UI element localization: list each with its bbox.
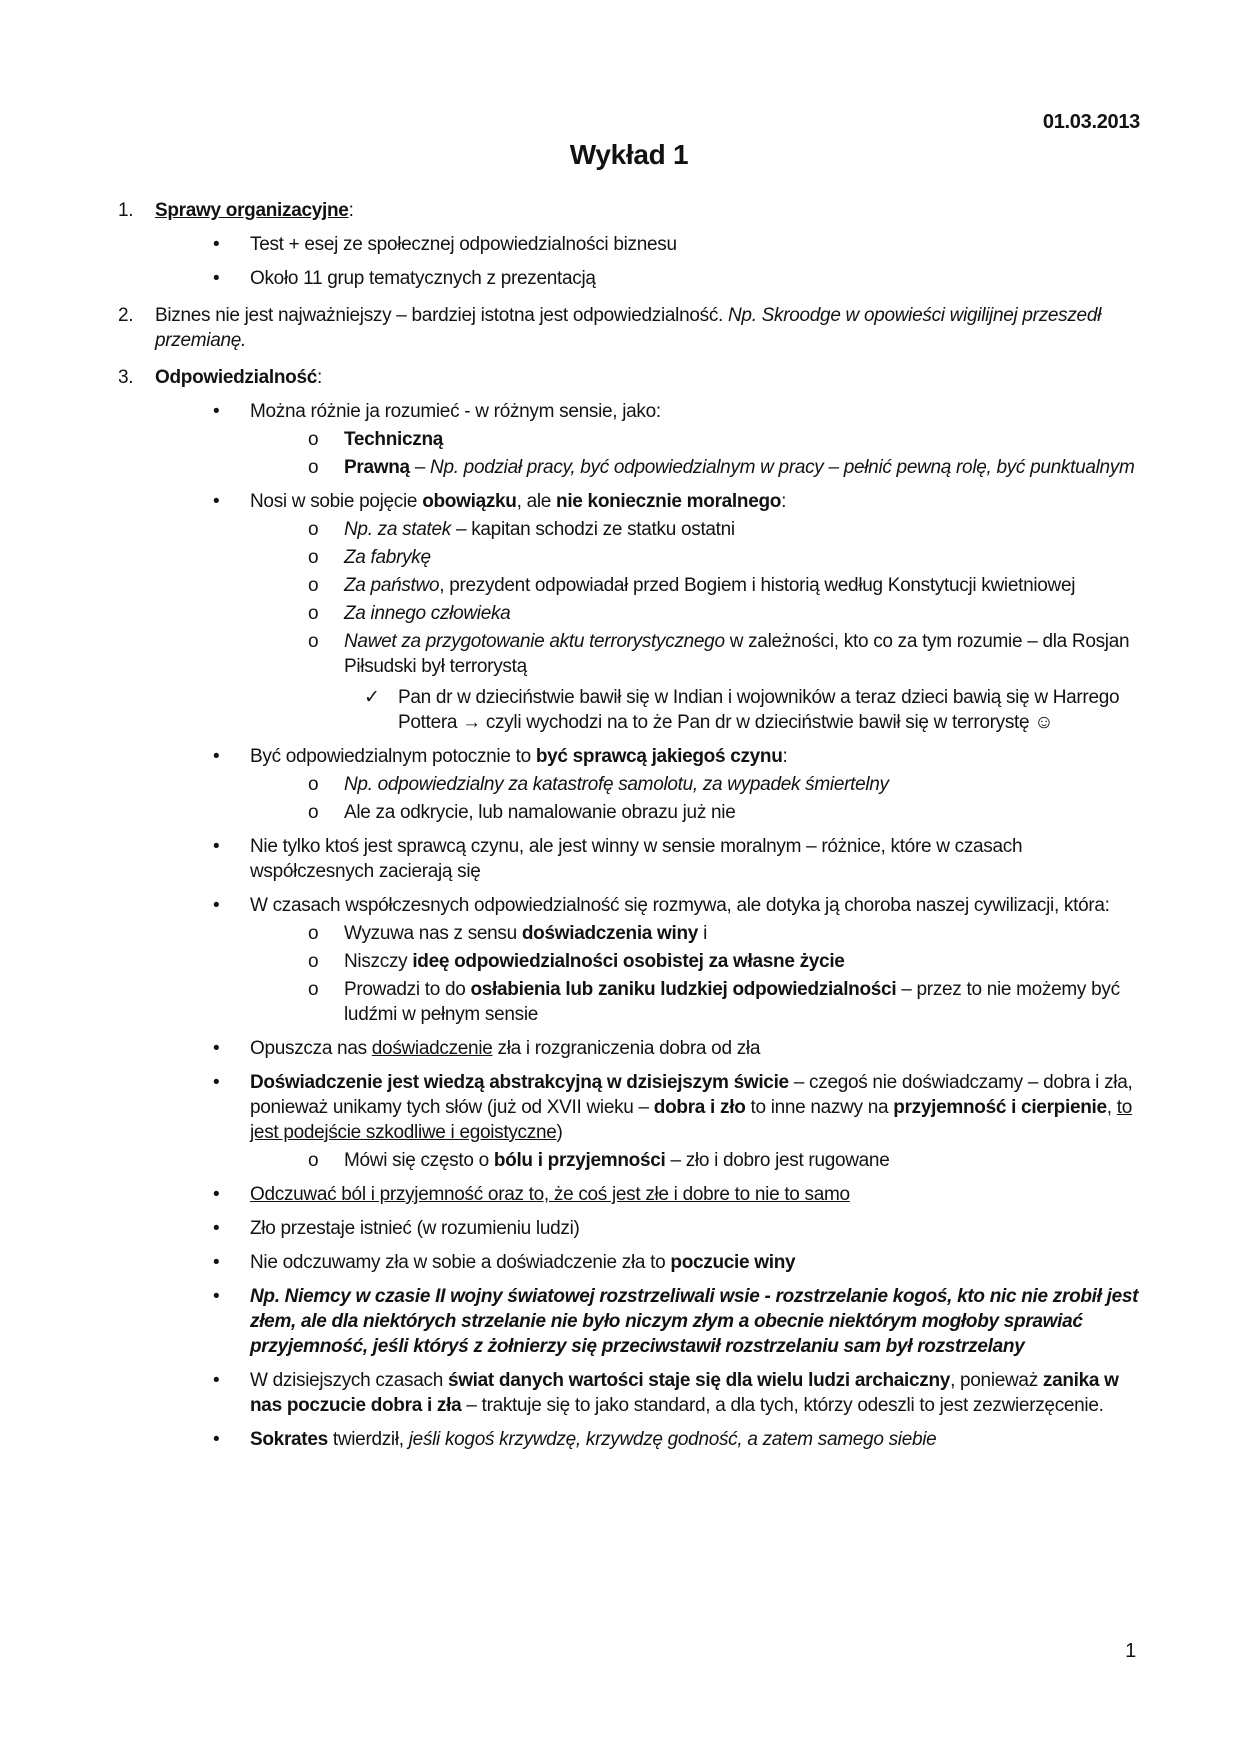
text-segment: Test + esej ze społecznej odpowiedzialności biznesu: [250, 234, 677, 255]
text-segment: Techniczną: [344, 429, 444, 450]
text-segment: nie koniecznie moralnego: [556, 491, 782, 512]
text-segment: Nosi w sobie pojęcie: [250, 491, 423, 512]
text-segment: przyjemność i cierpienie: [893, 1097, 1107, 1118]
text-segment: , ale: [516, 491, 557, 512]
text-segment: – zło i dobro jest rugowane: [665, 1150, 890, 1171]
item-text: [344, 949, 1140, 974]
bullet-marker: •: [213, 1252, 220, 1273]
text-segment: Prowadzi to do: [344, 979, 471, 1000]
item-text: [344, 921, 1140, 946]
text-segment: poczucie winy: [670, 1252, 796, 1273]
item-text: [250, 1368, 1140, 1418]
text-segment: Ale za odkrycie, lub namalowanie obrazu już nie: [344, 802, 736, 823]
text-segment: Za państwo: [344, 575, 440, 596]
item-text: [250, 1182, 1140, 1207]
bullet-marker: •: [213, 746, 220, 767]
page-number: 1: [1125, 1640, 1136, 1662]
text-segment: ,: [1106, 1097, 1117, 1118]
list-item: [213, 893, 1140, 918]
text-segment: Sprawy organizacyjne: [155, 200, 349, 221]
text-segment: doświadczenie: [371, 1038, 493, 1059]
text-segment: Niszczy: [344, 951, 413, 972]
bullet-marker: •: [213, 1218, 220, 1239]
number-marker: 3.: [118, 367, 134, 388]
list-item: [213, 744, 1140, 769]
text-segment: W czasach współczesnych odpowiedzialność się rozmywa, ale dotyka ją choroba naszej cywilizacji, która:: [250, 895, 1110, 916]
list-item: [213, 1216, 1140, 1241]
item-text: [344, 545, 1140, 570]
text-segment: ): [556, 1122, 563, 1143]
bullet-marker: •: [213, 1072, 220, 1093]
text-segment: Np. za statek: [344, 519, 451, 540]
text-segment: Np. podział pracy, być odpowiedzialnym w pracy – pełnić pewną rolę, być punktualnym: [430, 457, 1135, 478]
text-segment: , prezydent odpowiadał przed Bogiem i historią według Konstytucji kwietniowej: [439, 575, 1076, 596]
text-segment: osłabienia lub zaniku ludzkiej odpowiedzialności: [470, 979, 897, 1000]
item-text: [250, 1070, 1140, 1145]
circle-marker: o: [308, 631, 319, 652]
number-marker: 2.: [118, 305, 134, 326]
notes-list: [118, 198, 1140, 1452]
list-item: [308, 427, 1140, 452]
item-text: [344, 455, 1140, 480]
text-segment: Np. Skroodge w opowieści wigilijnej przeszedł przemianę.: [155, 305, 1102, 351]
circle-marker: o: [308, 603, 319, 624]
list-item: [213, 1182, 1140, 1207]
circle-marker: o: [308, 802, 319, 823]
list-item: [308, 545, 1140, 570]
text-segment: bólu i przyjemności: [493, 1150, 666, 1171]
list-item: [213, 834, 1140, 884]
list-item: [308, 601, 1140, 626]
list-item: [213, 1070, 1140, 1145]
item-text: [344, 573, 1140, 598]
text-segment: i: [698, 923, 707, 944]
list-item: [364, 685, 1140, 735]
text-segment: zła i rozgraniczenia dobra od zła: [492, 1038, 761, 1059]
bullet-marker: •: [213, 491, 220, 512]
item-text: [250, 893, 1140, 918]
circle-marker: o: [308, 774, 319, 795]
bullet-marker: •: [213, 1370, 220, 1391]
circle-marker: o: [308, 979, 319, 1000]
list-item: [213, 1427, 1140, 1452]
date-label: 01.03.2013: [1042, 111, 1140, 133]
list-item: [213, 266, 1140, 291]
text-segment: to inne nazwy na: [745, 1097, 894, 1118]
circle-marker: o: [308, 575, 319, 596]
item-text: [398, 685, 1140, 735]
text-segment: Nawet za przygotowanie aktu terrorystycznego: [344, 631, 725, 652]
text-segment: Mówi się często o: [344, 1150, 494, 1171]
text-segment: Można różnie ja rozumieć - w różnym sensie, jako:: [250, 401, 661, 422]
list-item: [308, 977, 1140, 1027]
list-item: [308, 800, 1140, 825]
circle-marker: o: [308, 429, 319, 450]
text-segment: świat danych wartości staje się dla wielu ludzi archaiczny: [447, 1370, 951, 1391]
text-segment: Odpowiedzialność: [155, 367, 317, 388]
text-segment: Odczuwać ból i przyjemność oraz to, że coś jest złe i dobre to nie to samo: [250, 1184, 850, 1205]
list-item: [213, 399, 1140, 424]
bullet-marker: •: [213, 1429, 220, 1450]
text-segment: ideę odpowiedzialności osobistej za własne życie: [412, 951, 845, 972]
circle-marker: o: [308, 519, 319, 540]
item-text: [250, 1216, 1140, 1241]
text-segment: Np. Niemcy w czasie II wojny światowej rozstrzeliwali wsie - rozstrzelanie kogoś, kto nic nie zrobił jest złem, ale dla niektórych strzelanie nie było niczym złym a obecnie niektórym mogłoby sprawiać przyjemność, jeśli któryś z żołnierzy się przeciwstawił rozstrzelaniu sam był rozstrzelany: [250, 1286, 1139, 1357]
item-text: [155, 198, 1140, 223]
item-text: [250, 266, 1140, 291]
list-item: [308, 949, 1140, 974]
text-segment: Prawną: [344, 457, 410, 478]
list-item: [213, 1036, 1140, 1061]
item-text: [344, 1148, 1140, 1173]
text-segment: Pan dr w dzieciństwie bawił się w Indian i wojowników a teraz dzieci bawią się w Harrego Pottera → czyli wychodzi na to że Pan dr w dzieciństwie bawił się w terrorystę ☺: [398, 687, 1120, 733]
item-text: [250, 232, 1140, 257]
text-segment: – kapitan schodzi ze statku ostatni: [450, 519, 735, 540]
text-segment: :: [317, 367, 322, 388]
list-item: [213, 489, 1140, 514]
item-text: [344, 977, 1140, 1027]
list-item: [118, 303, 1140, 353]
text-segment: dobra i zło: [653, 1097, 746, 1118]
list-item: [308, 629, 1140, 679]
text-segment: Doświadczenie jest wiedzą abstrakcyjną w dzisiejszym świcie: [250, 1072, 789, 1093]
list-item: [118, 198, 1140, 223]
item-text: [344, 629, 1140, 679]
list-item: [308, 1148, 1140, 1173]
list-item: [308, 517, 1140, 542]
text-segment: :: [781, 491, 787, 512]
item-text: [344, 772, 1140, 797]
list-item: [308, 772, 1140, 797]
text-segment: obowiązku: [422, 491, 517, 512]
text-segment: w zależności, kto co za tym rozumie – dla Rosjan Piłsudski był terrorystą: [344, 631, 1130, 677]
text-segment: – czegoś nie doświadczamy – dobra i zła, ponieważ unikamy tych słów (już od XVII wieku –: [250, 1072, 1133, 1118]
text-segment: Za innego człowieka: [344, 603, 511, 624]
text-segment: zanika w nas poczucie dobra i zła: [250, 1370, 1119, 1416]
bullet-marker: •: [213, 895, 220, 916]
item-text: [250, 1284, 1140, 1359]
item-text: [344, 517, 1140, 542]
circle-marker: o: [308, 951, 319, 972]
bullet-marker: •: [213, 401, 220, 422]
list-item: [308, 573, 1140, 598]
text-segment: Wyzuwa nas z sensu: [344, 923, 522, 944]
list-item: [308, 921, 1140, 946]
list-item: [213, 232, 1140, 257]
item-text: [250, 1250, 1140, 1275]
text-segment: , ponieważ: [950, 1370, 1043, 1391]
list-item: [213, 1368, 1140, 1418]
text-segment: – traktuje się to jako standard, a dla tych, którzy odeszli to jest zezwierzęcenie.: [461, 1395, 1104, 1416]
text-segment: Około 11 grup tematycznych z prezentacją: [250, 268, 596, 289]
text-segment: –: [409, 457, 431, 478]
item-text: [250, 744, 1140, 769]
text-segment: Np. odpowiedzialny za katastrofę samolotu, za wypadek śmiertelny: [344, 774, 889, 795]
bullet-marker: •: [213, 1038, 220, 1059]
text-segment: Opuszcza nas: [250, 1038, 372, 1059]
text-segment: to jest podejście szkodliwe i egoistyczne: [250, 1097, 1132, 1143]
bullet-marker: •: [213, 836, 220, 857]
item-text: [155, 303, 1140, 353]
item-text: [250, 489, 1140, 514]
bullet-marker: •: [213, 268, 220, 289]
text-segment: W dzisiejszych czasach: [250, 1370, 448, 1391]
item-text: [250, 834, 1140, 884]
item-text: [250, 399, 1140, 424]
item-text: [250, 1427, 1140, 1452]
list-item: [213, 1284, 1140, 1359]
bullet-marker: •: [213, 1286, 220, 1307]
text-segment: Zło przestaje istnieć (w rozumieniu ludzi): [250, 1218, 580, 1239]
text-segment: Sokrates: [250, 1429, 328, 1450]
item-text: [250, 1036, 1140, 1061]
number-marker: 1.: [118, 200, 134, 221]
circle-marker: o: [308, 547, 319, 568]
text-segment: – przez to nie możemy być ludźmi w pełnym sensie: [344, 979, 1120, 1025]
text-segment: Biznes nie jest najważniejszy – bardziej istotna jest odpowiedzialność.: [155, 305, 728, 326]
text-segment: :: [348, 200, 354, 221]
check-marker: ✓: [364, 687, 380, 708]
text-segment: twierdził,: [327, 1429, 409, 1450]
text-segment: Za fabrykę: [344, 547, 431, 568]
page-title: Wykład 1: [569, 139, 689, 170]
text-segment: być sprawcą jakiegoś czynu: [535, 746, 783, 767]
item-text: [155, 365, 1140, 390]
circle-marker: o: [308, 457, 319, 478]
text-segment: doświadczenia winy: [521, 923, 699, 944]
bullet-marker: •: [213, 1184, 220, 1205]
circle-marker: o: [308, 1150, 319, 1171]
text-segment: Nie tylko ktoś jest sprawcą czynu, ale jest winny w sensie moralnym – różnice, które w czasach współczesnych zacierają się: [250, 836, 1023, 882]
text-segment: Być odpowiedzialnym potocznie to: [250, 746, 536, 767]
bullet-marker: •: [213, 234, 220, 255]
text-segment: Nie odczuwamy zła w sobie a doświadczenie zła to: [250, 1252, 671, 1273]
list-item: [118, 365, 1140, 390]
item-text: [344, 601, 1140, 626]
item-text: [344, 800, 1140, 825]
list-item: [308, 455, 1140, 480]
text-segment: jeśli kogoś krzywdzę, krzywdzę godność, a zatem samego siebie: [408, 1429, 937, 1450]
list-item: [213, 1250, 1140, 1275]
circle-marker: o: [308, 923, 319, 944]
text-segment: :: [782, 746, 788, 767]
item-text: [344, 427, 1140, 452]
